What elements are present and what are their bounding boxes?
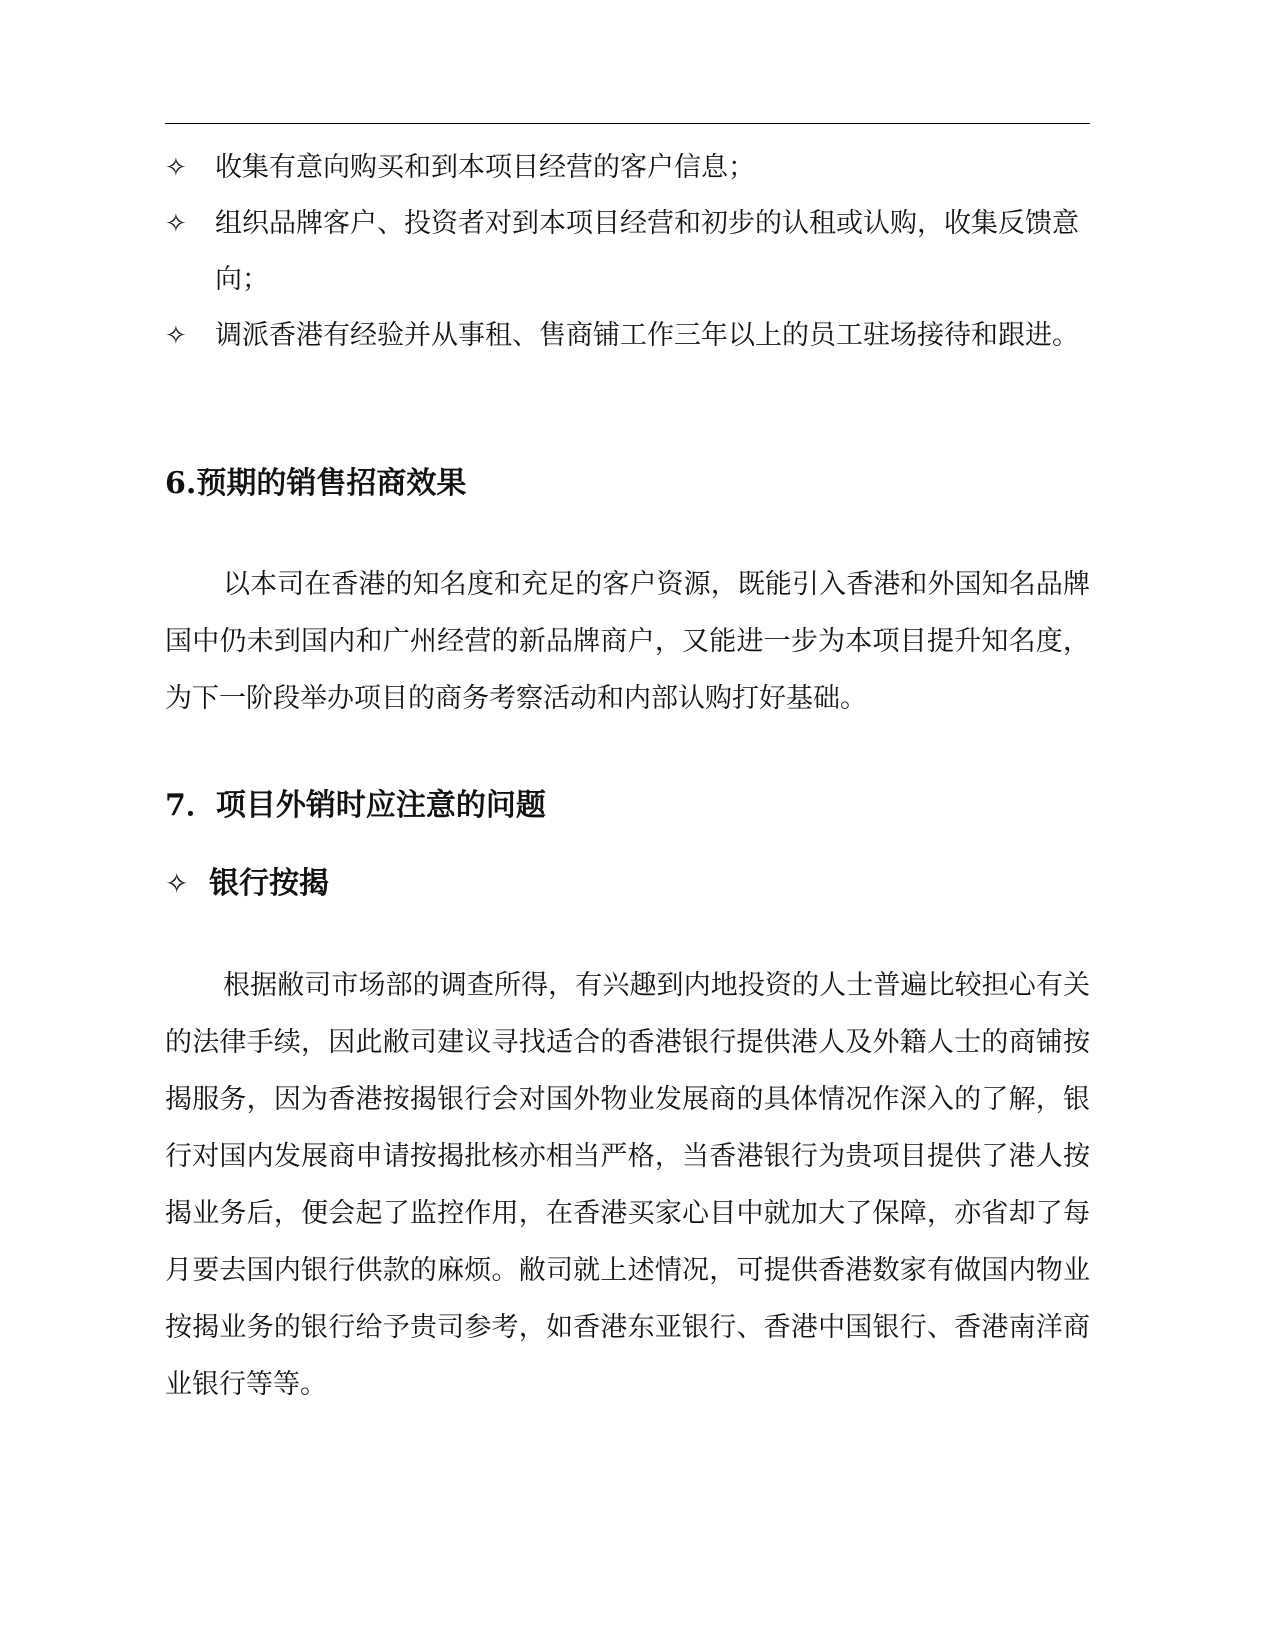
list-item: [165, 140, 1090, 196]
diamond-star-icon: ✧: [165, 867, 189, 900]
subsection-title: 银行按揭: [209, 866, 329, 901]
section-7-paragraph: 根据敝司市场部的调查所得，有兴趣到内地投资的人士普遍比较担心有关的法律手续，因此敝司建议寻找适合的香港银行提供港人及外籍人士的商铺按揭服务，因为香港按揭银行会对国外物业发展商的具体情况作深入的了解，银行对国内发展商申请按揭批核亦相当严格，当香港银行为贵项目提供了港人按揭业务后，便会起了监控作用，在香港买家心目中就加大了保障，亦省却了每月要去国内银行供款的麻烦。敝司就上述情况，可提供香港数家有做国内物业按揭业务的银行给予贵司参考，如香港东亚银行、香港中国银行、香港南洋商业银行等等。: [165, 970, 1090, 1400]
list-item-text: 调派香港有经验并从事租、售商铺工作三年以上的员工驻场接待和跟进。: [215, 320, 1079, 351]
section-6-heading: 6.预期的销售招商效果: [165, 466, 467, 501]
diamond-star-icon: ✧: [165, 153, 187, 183]
section-7-heading: 7．项目外销时应注意的问题: [165, 788, 546, 823]
subsection-heading-bank-mortgage: [165, 864, 329, 904]
section-6-paragraph: 以本司在香港的知名度和充足的客户资源，既能引入香港和外国知名品牌国中仍未到国内和广州经营的新品牌商户，又能进一步为本项目提升知名度，为下一阶段举办项目的商务考察活动和内部认购打好基础。: [165, 569, 1090, 714]
list-item-text: 收集有意向购买和到本项目经营的客户信息；: [215, 152, 755, 183]
bullet-list: [165, 140, 1090, 364]
list-item-text: 组织品牌客户、投资者对到本项目经营和初步的认租或认购，收集反馈意向；: [215, 208, 1079, 295]
diamond-star-icon: ✧: [165, 321, 187, 351]
list-item: [165, 196, 1090, 308]
diamond-star-icon: ✧: [165, 209, 187, 239]
header-rule: [165, 123, 1090, 124]
list-item: [165, 308, 1090, 364]
